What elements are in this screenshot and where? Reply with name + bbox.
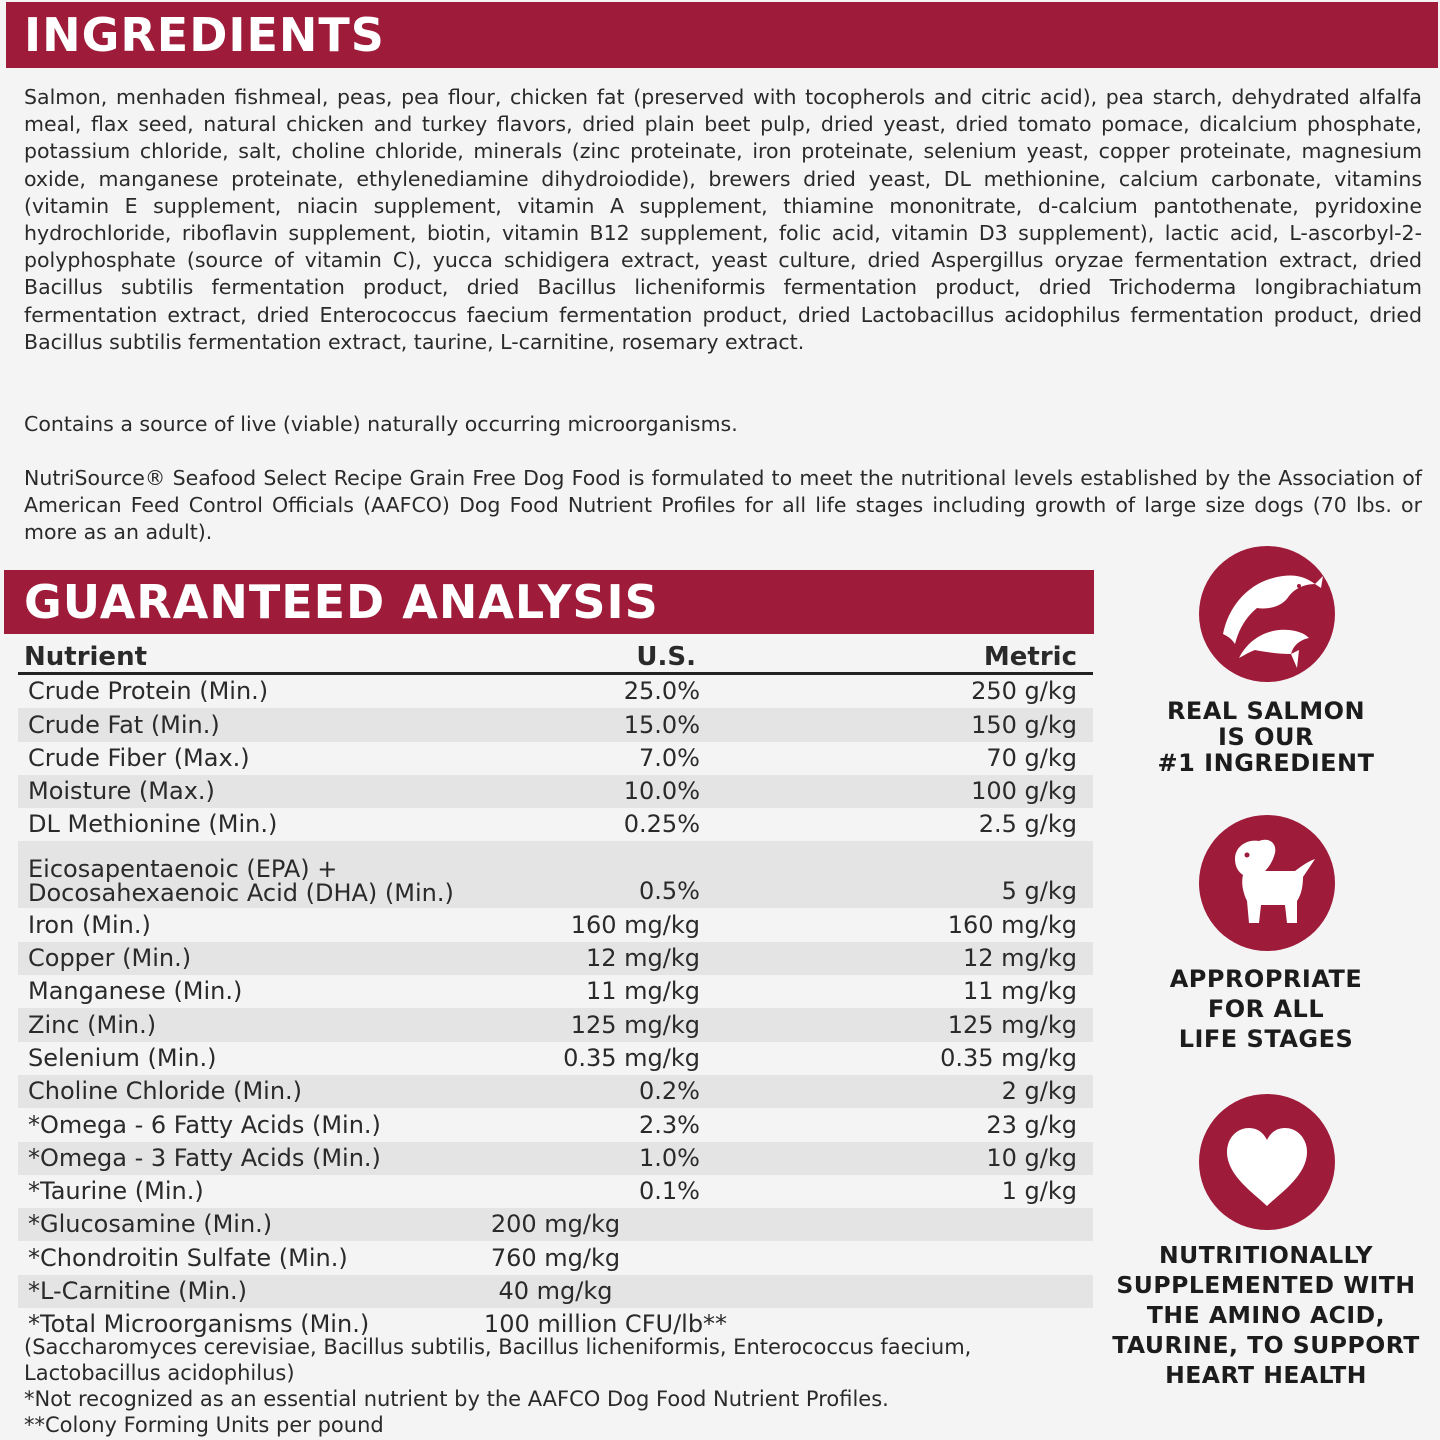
combined-value: 40 mg/kg [498,1277,613,1306]
us-value: 0.5% [639,877,700,906]
column-header-metric: Metric [983,642,1077,672]
nutrient-name: Crude Fat (Min.) [28,710,220,739]
nutrient-name: *L-Carnitine (Min.) [28,1277,248,1306]
metric-value: 2 g/kg [1001,1077,1077,1106]
table-row [18,975,1093,1008]
guaranteed-analysis-table [18,640,1093,1341]
claim-line: APPROPRIATE [1169,965,1363,993]
claim-line: THE AMINO ACID, [1146,1301,1386,1329]
table-row [18,808,1093,841]
column-header-nutrient: Nutrient [24,642,148,672]
metric-value: 160 mg/kg [947,910,1077,939]
footnote-single-asterisk: *Not recognized as an essential nutrient by the AAFCO Dog Food Nutrient Profiles. [24,1387,889,1411]
footnote-double-asterisk: **Colony Forming Units per pound [24,1413,384,1437]
us-value: 10.0% [623,777,700,806]
us-value: 1.0% [639,1143,700,1172]
microorganism-strains-note: (Saccharomyces cerevisiae, Bacillus subtilis, Bacillus licheniformis, Enterococcus faecium, Lactobacillus acidophilus) [24,1335,972,1385]
table-row [18,841,1093,908]
nutrient-name: Crude Protein (Min.) [28,677,269,706]
nutrient-name: Eicosapentaenoic (EPA) + Docosahexaenoic Acid (DHA) (Min.) [28,855,454,908]
metric-value: 150 g/kg [971,710,1077,739]
metric-value: 12 mg/kg [963,944,1077,973]
nutrient-name: Selenium (Min.) [28,1043,217,1072]
us-value: 0.2% [639,1077,700,1106]
claim-real-salmon [1100,698,1432,776]
us-value: 0.35 mg/kg [563,1043,700,1072]
metric-value: 100 g/kg [971,777,1077,806]
us-value: 12 mg/kg [586,944,700,973]
heart-icon [1199,1094,1335,1230]
metric-value: 11 mg/kg [963,977,1077,1006]
us-value: 7.0% [639,743,700,772]
us-value: 11 mg/kg [586,977,700,1006]
ingredients-heading: INGREDIENTS [6,2,1438,68]
nutrient-name: *Glucosamine (Min.) [28,1210,273,1239]
claim-line: TAURINE, TO SUPPORT [1112,1331,1420,1359]
table-header [18,640,1093,675]
metric-value: 0.35 mg/kg [940,1043,1077,1072]
combined-value: 100 million CFU/lb** [483,1310,728,1339]
claim-line: REAL SALMON [1166,697,1366,725]
nutrient-name: Moisture (Max.) [28,777,215,806]
metric-value: 10 g/kg [986,1143,1077,1172]
metric-value: 1 g/kg [1001,1177,1077,1206]
nutrient-name: *Omega - 6 Fatty Acids (Min.) [28,1110,381,1139]
combined-value: 760 mg/kg [490,1243,621,1272]
table-row [18,1175,1093,1208]
nutrient-name: *Omega - 3 Fatty Acids (Min.) [28,1143,381,1172]
metric-value: 70 g/kg [986,743,1077,772]
table-row [18,1042,1093,1075]
table-row [18,1208,1093,1241]
nutrient-name: Zinc (Min.) [28,1010,157,1039]
metric-value: 23 g/kg [986,1110,1077,1139]
nutrient-name: *Chondroitin Sulfate (Min.) [28,1243,348,1272]
us-value: 125 mg/kg [570,1010,700,1039]
us-value: 15.0% [623,710,700,739]
combined-value: 200 mg/kg [490,1210,621,1239]
nutrient-name: Copper (Min.) [28,944,192,973]
claim-line: SUPPLEMENTED WITH [1116,1271,1416,1299]
nutrient-name: *Total Microorganisms (Min.) [28,1310,370,1339]
metric-value: 2.5 g/kg [978,810,1077,839]
table-row [18,908,1093,941]
salmon-icon [1199,546,1335,682]
claim-line: NUTRITIONALLY [1158,1241,1374,1269]
table-row [18,1241,1093,1274]
table-row [18,1075,1093,1108]
table-row [18,1008,1093,1041]
aafco-statement: NutriSource® Seafood Select Recipe Grain Free Dog Food is formulated to meet the nutritional levels established by the Association of American Feed Control Officials (AAFCO) Dog Food Nutrient Profiles for all life stages including growth of large size dogs (70 lbs. or more as an adult). [24,466,1422,545]
table-row [18,1108,1093,1141]
us-value: 0.1% [639,1177,700,1206]
table-row [18,1275,1093,1308]
claim-line: IS OUR [1218,723,1314,751]
puppy-icon [1199,815,1335,951]
us-value: 2.3% [639,1110,700,1139]
microorganisms-note: Contains a source of live (viable) naturally occurring microorganisms. [24,412,738,436]
us-value: 160 mg/kg [570,910,700,939]
metric-value: 5 g/kg [1001,877,1077,906]
guaranteed-analysis-heading: GUARANTEED ANALYSIS [4,570,1094,634]
nutrient-name: Iron (Min.) [28,910,151,939]
nutrient-name: Manganese (Min.) [28,977,243,1006]
metric-value: 125 mg/kg [947,1010,1077,1039]
nutrient-name: Crude Fiber (Max.) [28,743,250,772]
nutrient-name: Choline Chloride (Min.) [28,1077,303,1106]
table-row [18,675,1093,708]
ingredients-list: Salmon, menhaden fishmeal, peas, pea flour, chicken fat (preserved with tocopherols and citric acid), pea starch, dehydrated alfalfa meal, flax seed, natural chicken and turkey flavors, dried plain beet pulp, dried yeast, dried tomato pomace, dicalcium phosphate, potassium chloride, salt, choline chloride, minerals (zinc proteinate, iron proteinate, selenium yeast, copper proteinate, magnesium oxide, manganese proteinate, ethylenediamine dihydroiodide), brewers dried yeast, DL methionine, calcium carbonate, vitamins (vitamin E supplement, niacin supplement, vitamin A supplement, thiamine mononitrate, d-calcium pantothenate, pyridoxine hydrochloride, riboflavin supplement, biotin, vitamin B12 supplement, folic acid, vitamin D3 supplement), lactic acid, L-ascorbyl-2-polyphosphate (source of vitamin C), yucca schidigera extract, yeast culture, dried Aspergillus oryzae fermentation extract, dried Bacillus subtilis fermentation product, dried Bacillus licheniformis fermentation product, dried Trichoderma longibrachiatum fermentation extract, dried Enterococcus faecium fermentation product, dried Lactobacillus acidophilus fermentation product, dried Bacillus subtilis fermentation extract, taurine, L-carnitine, rosemary extract. [24,85,1422,354]
claim-line: HEART HEALTH [1165,1361,1367,1389]
table-row [18,775,1093,808]
us-value: 25.0% [623,677,700,706]
claim-line: LIFE STAGES [1178,1025,1354,1053]
table-body [18,675,1093,1341]
table-row [18,942,1093,975]
nutrient-name: *Taurine (Min.) [28,1177,204,1206]
table-row [18,742,1093,775]
column-header-us: U.S. [636,642,696,672]
claim-line: FOR ALL [1207,995,1325,1023]
us-value: 0.25% [623,810,700,839]
claim-life-stages [1100,964,1432,1054]
nutrient-name: DL Methionine (Min.) [28,810,278,839]
metric-value: 250 g/kg [971,677,1077,706]
claim-taurine-heart-health [1100,1240,1432,1390]
table-row [18,708,1093,741]
table-row [18,1142,1093,1175]
claim-line: #1 INGREDIENT [1157,749,1375,777]
